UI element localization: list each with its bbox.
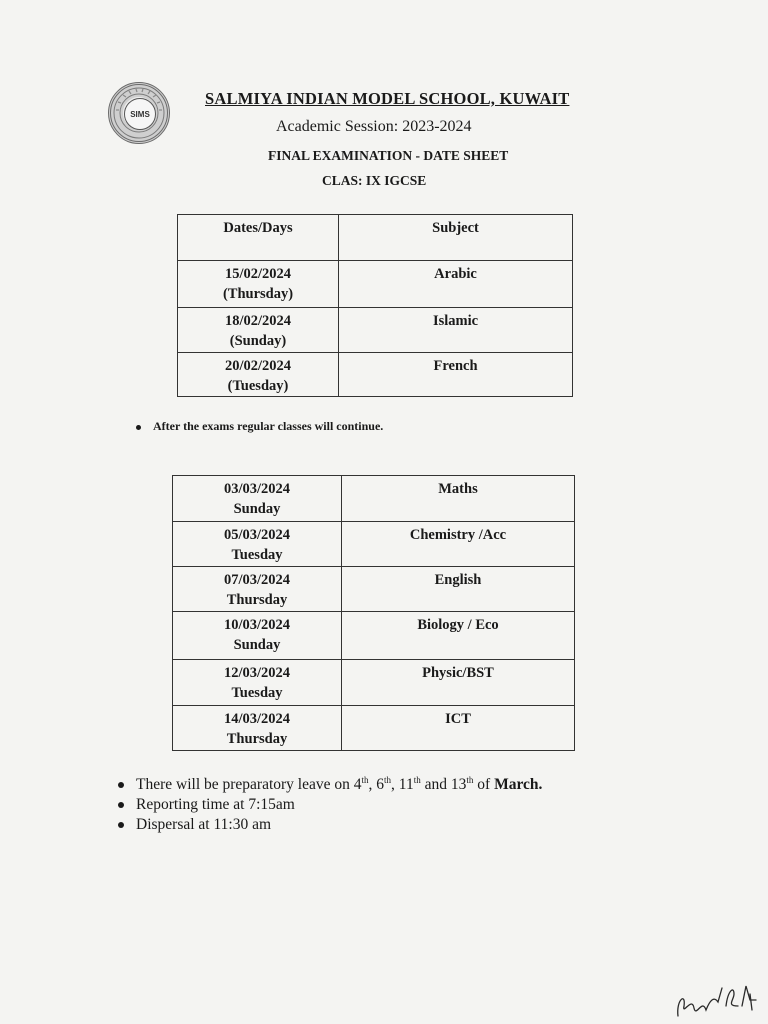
date-cell — [173, 612, 342, 660]
class-line: CLAS: IX IGCSE — [322, 173, 427, 188]
subject-cell: Maths — [342, 476, 575, 522]
note-text: After the exams regular classes will continue. — [153, 419, 384, 433]
table-row — [173, 612, 575, 660]
logo-text: SIMS — [124, 98, 156, 130]
day: Tuesday — [231, 547, 283, 563]
table-row — [173, 660, 575, 706]
day: (Thursday) — [222, 286, 294, 302]
exam-title: FINAL EXAMINATION - DATE SHEET — [268, 148, 509, 163]
date-cell — [178, 261, 339, 308]
day: Thursday — [226, 592, 288, 608]
date-sheet-table-2 — [172, 475, 575, 751]
subject-cell: English — [342, 567, 575, 612]
subject-cell: Biology / Eco — [342, 612, 575, 660]
table-row — [173, 522, 575, 567]
day: Sunday — [233, 501, 281, 517]
note-reporting-time: Reporting time at 7:15am — [118, 795, 542, 815]
bullet-icon — [136, 425, 141, 430]
table-row — [178, 308, 573, 353]
subject-cell: French — [339, 353, 573, 397]
day: Tuesday — [231, 685, 283, 701]
note-preparatory-leave: There will be preparatory leave on 4th, 6th, 11th and 13th of March. — [118, 775, 542, 795]
bullet-icon — [118, 782, 124, 788]
date-cell — [178, 308, 339, 353]
date: 15/02/2024 — [224, 266, 292, 282]
day: Sunday — [233, 637, 281, 653]
date-sheet-table-1 — [177, 214, 573, 397]
day: (Tuesday) — [227, 378, 289, 394]
date: 05/03/2024 — [223, 527, 291, 543]
table-row — [173, 476, 575, 522]
date-cell — [178, 353, 339, 397]
school-logo-seal — [108, 82, 170, 144]
bullet-icon — [118, 822, 124, 828]
table-row — [173, 567, 575, 612]
subject-cell: Arabic — [339, 261, 573, 308]
subject-cell: Physic/BST — [342, 660, 575, 706]
date-cell — [173, 522, 342, 567]
table-row — [178, 353, 573, 397]
subject-cell: Islamic — [339, 308, 573, 353]
day: (Sunday) — [229, 333, 287, 349]
table-row — [173, 706, 575, 751]
date-cell — [173, 706, 342, 751]
date-cell — [173, 476, 342, 522]
school-name: SALMIYA INDIAN MODEL SCHOOL, KUWAIT — [205, 89, 570, 108]
day: Thursday — [226, 731, 288, 747]
note-dispersal-time: Dispersal at 11:30 am — [118, 815, 542, 835]
handwritten-signature — [672, 976, 762, 1022]
notes-list — [118, 775, 542, 835]
date: 18/02/2024 — [224, 313, 292, 329]
note-after-exams — [136, 419, 383, 434]
date: 12/03/2024 — [223, 665, 291, 681]
table-row — [178, 261, 573, 308]
date-cell — [173, 660, 342, 706]
table-header-row — [178, 215, 573, 261]
subject-cell: Chemistry /Acc — [342, 522, 575, 567]
date: 03/03/2024 — [223, 481, 291, 497]
header-dates-days: Dates/Days — [178, 215, 339, 261]
date-cell — [173, 567, 342, 612]
header-subject: Subject — [339, 215, 573, 261]
date: 07/03/2024 — [223, 572, 291, 588]
date: 10/03/2024 — [223, 617, 291, 633]
date: 14/03/2024 — [223, 711, 291, 727]
bullet-icon — [118, 802, 124, 808]
date: 20/02/2024 — [224, 358, 292, 374]
subject-cell: ICT — [342, 706, 575, 751]
academic-session: Academic Session: 2023-2024 — [276, 118, 472, 135]
